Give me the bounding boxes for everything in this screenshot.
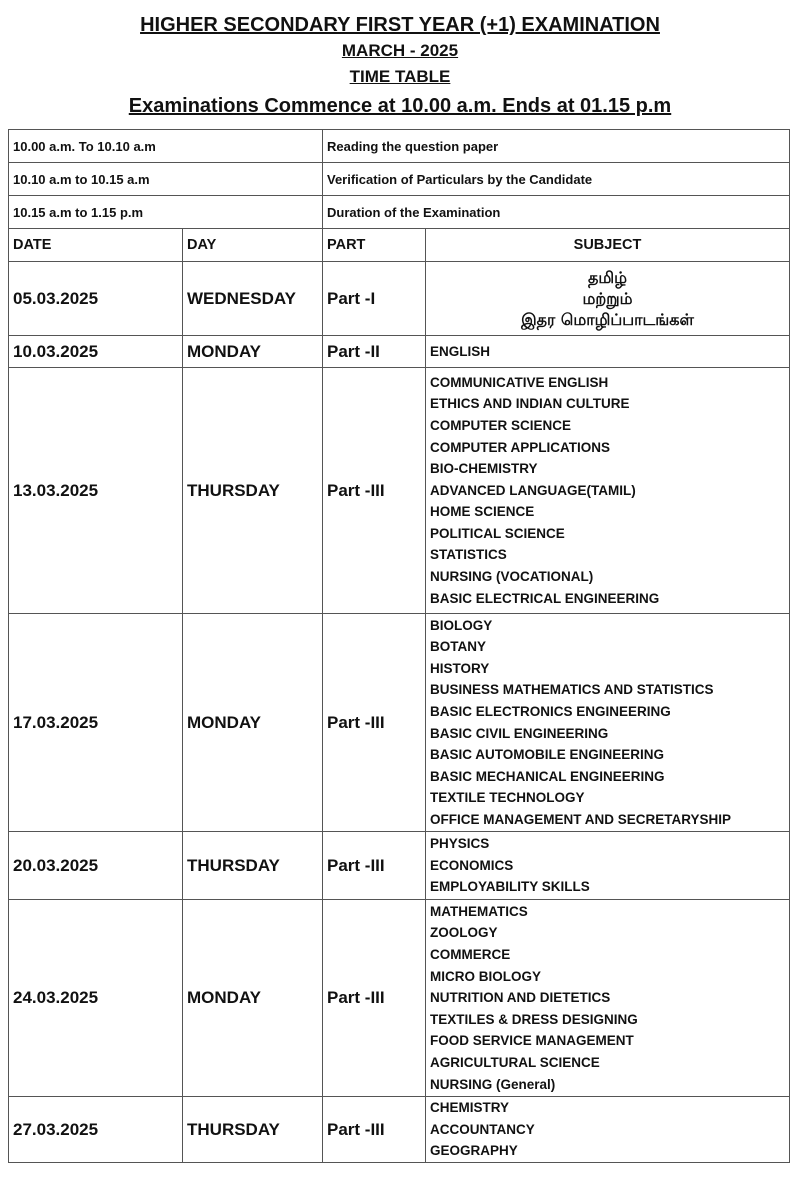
subject-item: FOOD SERVICE MANAGEMENT xyxy=(430,1033,634,1049)
exam-part: Part -I xyxy=(323,262,426,336)
subject-item: PHYSICS xyxy=(430,836,490,852)
exam-date: 24.03.2025 xyxy=(9,900,183,1097)
exam-part: Part -III xyxy=(323,832,426,900)
exam-date: 13.03.2025 xyxy=(9,368,183,614)
exam-day: MONDAY xyxy=(183,900,323,1097)
subject-item: BUSINESS MATHEMATICS AND STATISTICS xyxy=(430,682,714,698)
timing-activity: Duration of the Examination xyxy=(323,196,790,229)
exam-rows xyxy=(9,262,790,1163)
exam-row xyxy=(9,1097,790,1163)
exam-timing-note: Examinations Commence at 10.00 a.m. Ends at 01.15 p.m xyxy=(128,95,672,117)
column-header-row xyxy=(9,229,790,262)
subject-item: COMPUTER SCIENCE xyxy=(430,417,572,433)
exam-title: HIGHER SECONDARY FIRST YEAR (+1) EXAMINATION xyxy=(140,14,660,36)
exam-subjects xyxy=(426,336,790,368)
exam-date: 10.03.2025 xyxy=(9,336,183,368)
subject-item: ADVANCED LANGUAGE(TAMIL) xyxy=(430,482,636,498)
subject-item: தமிழ் xyxy=(587,268,628,287)
subject-item: HISTORY xyxy=(430,660,490,676)
subject-item: மற்றும் xyxy=(582,289,633,308)
exam-subjects xyxy=(426,614,790,832)
exam-subjects xyxy=(426,368,790,614)
subject-item: EMPLOYABILITY SKILLS xyxy=(430,879,590,895)
exam-day: WEDNESDAY xyxy=(183,262,323,336)
timetable xyxy=(8,129,790,1163)
subject-item: TEXTILES & DRESS DESIGNING xyxy=(430,1011,638,1027)
subject-item: AGRICULTURAL SCIENCE xyxy=(430,1054,600,1070)
subject-item: இதர மொழிப்பாடங்கள் xyxy=(521,310,694,329)
exam-row xyxy=(9,262,790,336)
exam-day: THURSDAY xyxy=(183,1097,323,1163)
subject-item: BIOLOGY xyxy=(430,617,493,633)
subject-item: COMMERCE xyxy=(430,947,511,963)
exam-date: 27.03.2025 xyxy=(9,1097,183,1163)
subject-item: NURSING (General) xyxy=(430,1076,556,1092)
subject-item: BASIC MECHANICAL ENGINEERING xyxy=(430,768,665,784)
subject-item: MATHEMATICS xyxy=(430,903,528,919)
subject-item: BASIC CIVIL ENGINEERING xyxy=(430,725,609,741)
subject-item: HOME SCIENCE xyxy=(430,504,535,520)
subject-item: BIO-CHEMISTRY xyxy=(430,461,538,477)
column-header-day: DAY xyxy=(183,229,323,262)
subject-item: ECONOMICS xyxy=(430,857,514,873)
subject-item: CHEMISTRY xyxy=(430,1100,510,1116)
timing-time: 10.00 a.m. To 10.10 a.m xyxy=(9,130,323,163)
document-type: TIME TABLE xyxy=(349,67,451,86)
subject-item: ETHICS AND INDIAN CULTURE xyxy=(430,396,630,412)
exam-part: Part -III xyxy=(323,900,426,1097)
exam-day: MONDAY xyxy=(183,336,323,368)
exam-subjects xyxy=(426,900,790,1097)
exam-session: MARCH - 2025 xyxy=(341,41,459,60)
timing-activity: Verification of Particulars by the Candidate xyxy=(323,163,790,196)
subject-item: COMMUNICATIVE ENGLISH xyxy=(430,374,609,390)
subject-item: POLITICAL SCIENCE xyxy=(430,525,565,541)
subject-item: OFFICE MANAGEMENT AND SECRETARYSHIP xyxy=(430,811,732,827)
exam-row xyxy=(9,614,790,832)
exam-day: THURSDAY xyxy=(183,832,323,900)
subject-item: BASIC ELECTRICAL ENGINEERING xyxy=(430,590,660,606)
exam-subjects xyxy=(426,262,790,336)
exam-row xyxy=(9,832,790,900)
timing-row xyxy=(9,196,790,229)
exam-part: Part -II xyxy=(323,336,426,368)
exam-date: 20.03.2025 xyxy=(9,832,183,900)
exam-day: MONDAY xyxy=(183,614,323,832)
subject-item: BOTANY xyxy=(430,639,486,655)
timing-activity: Reading the question paper xyxy=(323,130,790,163)
exam-part: Part -III xyxy=(323,1097,426,1163)
subject-item: ZOOLOGY xyxy=(430,925,498,941)
subject-item: GEOGRAPHY xyxy=(430,1143,518,1159)
subject-item: BASIC ELECTRONICS ENGINEERING xyxy=(430,703,671,719)
exam-date: 17.03.2025 xyxy=(9,614,183,832)
exam-day: THURSDAY xyxy=(183,368,323,614)
exam-part: Part -III xyxy=(323,614,426,832)
subject-item: MICRO BIOLOGY xyxy=(430,968,541,984)
exam-date: 05.03.2025 xyxy=(9,262,183,336)
subject-item: NUTRITION AND DIETETICS xyxy=(430,990,611,1006)
subject-item: ENGLISH xyxy=(430,343,491,359)
exam-subjects xyxy=(426,1097,790,1163)
timing-time: 10.15 a.m to 1.15 p.m xyxy=(9,196,323,229)
exam-row xyxy=(9,336,790,368)
subject-item: TEXTILE TECHNOLOGY xyxy=(430,790,585,806)
column-header-date: DATE xyxy=(9,229,183,262)
column-header-part: PART xyxy=(323,229,426,262)
subject-item: STATISTICS xyxy=(430,547,507,563)
column-header-subject: SUBJECT xyxy=(426,229,790,262)
timing-row xyxy=(9,163,790,196)
timing-time: 10.10 a.m to 10.15 a.m xyxy=(9,163,323,196)
subject-item: NURSING (VOCATIONAL) xyxy=(430,569,594,585)
exam-part: Part -III xyxy=(323,368,426,614)
exam-row xyxy=(9,900,790,1097)
exam-row xyxy=(9,368,790,614)
timing-row xyxy=(9,130,790,163)
subject-item: COMPUTER APPLICATIONS xyxy=(430,439,611,455)
subject-item: BASIC AUTOMOBILE ENGINEERING xyxy=(430,747,665,763)
exam-subjects xyxy=(426,832,790,900)
subject-item: ACCOUNTANCY xyxy=(430,1121,535,1137)
